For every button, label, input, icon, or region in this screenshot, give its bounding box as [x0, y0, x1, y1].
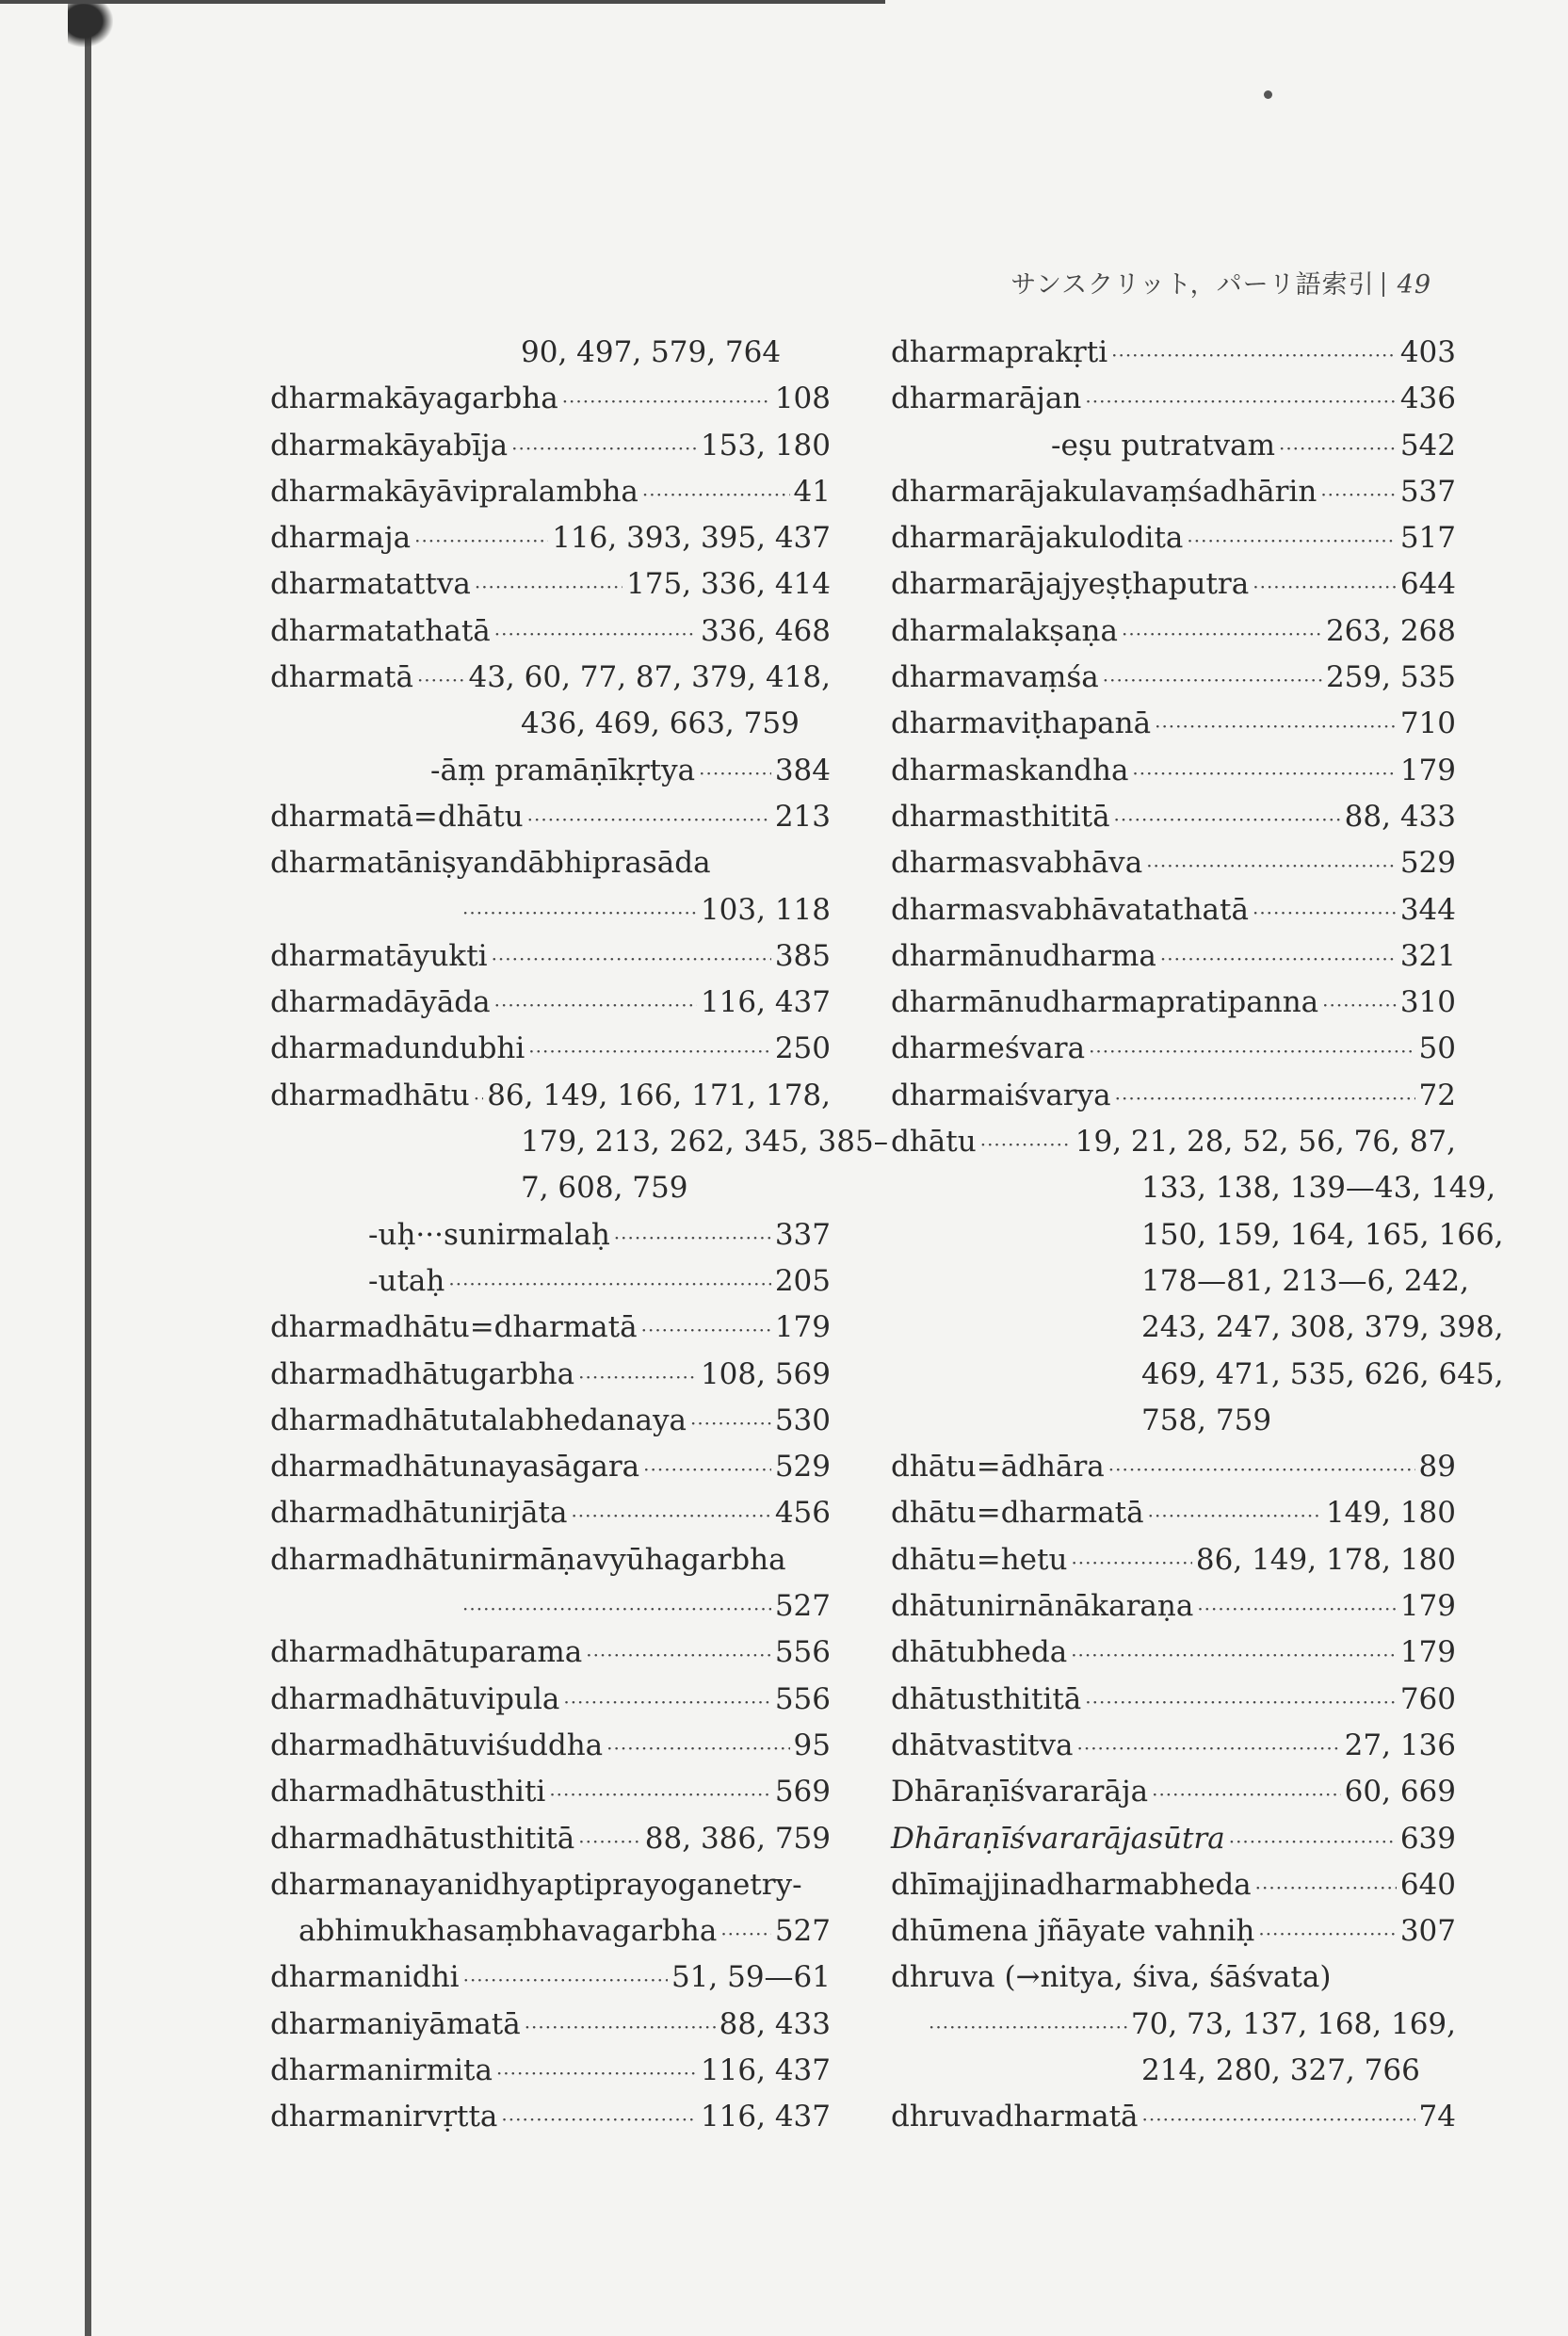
leader-dots: [417, 657, 465, 704]
index-term: dharmadāyāda: [270, 985, 491, 1020]
page-refs: 108, 569: [700, 1356, 831, 1391]
page-refs: 760: [1399, 1681, 1456, 1716]
index-entry-continuation: [891, 1165, 1496, 1211]
page-refs: 213: [774, 799, 831, 834]
index-term: dharmadhātuvipula: [270, 1681, 560, 1716]
index-term: dhruvadharmatā: [891, 2100, 1139, 2134]
leader-dots: [1111, 333, 1397, 379]
page-refs: 517: [1399, 521, 1456, 556]
page-refs: 469, 471, 535, 626, 645,: [1141, 1356, 1504, 1391]
index-entry: [270, 561, 831, 608]
page-refs: 263, 268: [1325, 613, 1456, 648]
leader-dots: [1279, 426, 1397, 472]
index-term: dharmarājakulavaṃśadhārin: [891, 474, 1317, 509]
leader-dots: [643, 1447, 771, 1493]
index-entry: [891, 1769, 1456, 1815]
top-scan-edge: [0, 0, 885, 4]
leader-dots: [699, 751, 771, 797]
page-refs: 116, 437: [700, 2100, 831, 2134]
index-term: dharmanidhi: [270, 1960, 460, 1995]
index-entry-page-line: [270, 887, 831, 933]
page-refs: 27, 136: [1344, 1728, 1456, 1762]
leader-dots: [562, 379, 771, 425]
page-refs: 88, 433: [719, 2006, 831, 2041]
leader-dots: [1085, 379, 1396, 425]
index-term: dharmanirvṛtta: [270, 2100, 498, 2134]
index-term: dharmānudharma: [891, 938, 1156, 973]
index-term: dhātusthititā: [891, 1681, 1082, 1716]
index-term: dhātu: [891, 1125, 977, 1160]
index-term: dharmaviṭhapanā: [891, 706, 1152, 741]
index-entry: [270, 1955, 831, 2001]
leader-dots: [494, 611, 697, 657]
index-term: dharmatattva: [270, 567, 471, 602]
index-column-right: [891, 330, 1504, 2141]
index-term: -utaḥ: [368, 1263, 445, 1298]
index-entry: [891, 1862, 1456, 1908]
index-entry: [891, 980, 1456, 1026]
index-term: dhātu=dharmatā: [891, 1496, 1144, 1531]
page-refs: 88, 386, 759: [644, 1821, 831, 1856]
index-entry: [270, 469, 831, 515]
page-refs: 116, 393, 395, 437: [552, 521, 831, 556]
scan-dot: [1264, 90, 1272, 99]
leader-dots: [1146, 843, 1397, 889]
index-entry-page-line: [270, 1583, 831, 1630]
page-refs: 70, 73, 137, 168, 169,: [1130, 2006, 1456, 2041]
index-term: dharmavaṃśa: [891, 660, 1099, 695]
page-refs: 529: [1399, 846, 1456, 881]
index-column-left: [270, 330, 889, 2141]
index-term: dharmaiśvarya: [891, 1078, 1111, 1112]
index-entry: [891, 655, 1456, 701]
index-entry-continuation: [270, 1165, 831, 1211]
page-refs: 179: [1399, 1589, 1456, 1624]
index-term: dhātubheda: [891, 1635, 1068, 1670]
index-term: -uḥ···sunirmalaḥ: [368, 1217, 610, 1252]
leader-dots: [1160, 936, 1397, 982]
index-term: dharmaniyāmatā: [270, 2006, 521, 2041]
page-refs: 116, 437: [700, 985, 831, 1020]
index-entry-continuation: [891, 1258, 1469, 1305]
index-entry: [270, 1816, 831, 1862]
leader-dots: [1071, 1540, 1191, 1586]
index-term: dhātvastitva: [891, 1728, 1074, 1762]
running-head-separator: [1382, 272, 1384, 297]
index-entry-continuation: [270, 330, 831, 376]
index-term: dharmadhātunirjāta: [270, 1496, 568, 1531]
page-refs: 150, 159, 164, 165, 166,: [1141, 1217, 1504, 1252]
index-entry: [270, 1026, 831, 1072]
leader-dots: [1197, 1586, 1397, 1632]
leader-dots: [1148, 1493, 1322, 1539]
leader-dots: [462, 890, 697, 936]
index-term: dharmaja: [270, 521, 412, 556]
index-entry: [270, 1537, 831, 1583]
index-term: dhūmena jñāyate vahniḥ: [891, 1914, 1255, 1949]
index-term: Dhāraṇīśvararājasūtra: [891, 1821, 1225, 1856]
index-term: dharmadhātusthiti: [270, 1775, 546, 1809]
index-entry-continuation: [891, 1212, 1504, 1258]
leader-dots: [527, 797, 771, 843]
index-term: dharmaprakṛti: [891, 335, 1108, 369]
index-term: dharmakāyagarbha: [270, 381, 558, 416]
leader-dots: [1155, 704, 1397, 750]
index-term: dharmadhātusthititā: [270, 1821, 575, 1856]
page-refs: 436, 469, 663, 759: [521, 706, 800, 741]
index-entry-continuation: [891, 1398, 1456, 1444]
index-entry: [270, 1723, 831, 1769]
leader-dots: [1085, 1679, 1397, 1726]
running-head: [979, 264, 1431, 300]
page-refs: 243, 247, 308, 379, 398,: [1141, 1310, 1504, 1345]
leader-dots: [1187, 518, 1396, 564]
leader-dots: [578, 1355, 697, 1401]
page-refs: 344: [1399, 892, 1456, 927]
index-entry: [891, 376, 1456, 422]
leader-dots: [511, 426, 697, 472]
index-entry-continuation: [891, 2048, 1456, 2094]
page-refs: 556: [774, 1681, 831, 1716]
page-refs: 108: [774, 381, 831, 416]
page-refs: 90, 497, 579, 764: [521, 335, 782, 369]
page-refs: 640: [1399, 1867, 1456, 1902]
index-term: dhātu=ādhāra: [891, 1450, 1105, 1484]
index-entry-continuation: [270, 1119, 889, 1165]
leader-dots: [614, 1215, 771, 1261]
index-term: dharmatāniṣyandābhiprasāda: [270, 846, 711, 881]
index-term: dharmaskandha: [891, 753, 1129, 787]
page-refs: 384: [774, 753, 831, 787]
leader-dots: [980, 1122, 1072, 1168]
leader-dots: [720, 1911, 771, 1957]
index-entry: [891, 887, 1456, 933]
leader-dots: [1076, 1726, 1340, 1772]
index-entry: [270, 840, 831, 886]
index-term: dharmasvabhāvatathatā: [891, 892, 1249, 927]
page-refs: 60, 669: [1344, 1775, 1456, 1809]
leader-dots: [1142, 2097, 1415, 2143]
index-entry: [891, 1073, 1456, 1119]
leader-dots: [606, 1726, 789, 1772]
index-term: dharmadhātutalabhedanaya: [270, 1403, 687, 1437]
page-refs: 214, 280, 327, 766: [1141, 2052, 1420, 2087]
index-entry: [891, 1955, 1456, 2001]
leader-dots: [1122, 611, 1322, 657]
page-refs: 758, 759: [1141, 1403, 1272, 1437]
index-term: dharmadhātuparama: [270, 1635, 583, 1670]
leader-dots: [463, 1957, 668, 2003]
page-refs: 436: [1399, 381, 1456, 416]
index-entry: [891, 1583, 1456, 1630]
index-term: dharmakāyabīja: [270, 428, 509, 462]
leader-dots: [1255, 1865, 1397, 1911]
index-entry-continuation: [891, 1352, 1504, 1398]
leader-dots: [1152, 1772, 1341, 1818]
leader-dots: [549, 1772, 771, 1818]
leader-dots: [475, 564, 622, 610]
index-entry: [270, 1258, 831, 1305]
page-refs: 43, 60, 77, 87, 379, 418,: [468, 660, 831, 695]
index-entry: [891, 608, 1456, 655]
leader-dots: [929, 2004, 1127, 2051]
index-entry: [891, 515, 1456, 561]
leader-dots: [1071, 1632, 1397, 1679]
page-refs: 527: [774, 1914, 831, 1949]
page-refs: 86, 149, 166, 171, 178,: [487, 1078, 831, 1112]
page-refs: 153, 180: [700, 428, 831, 462]
leader-dots: [1322, 982, 1397, 1029]
index-entry: [270, 1862, 831, 1908]
index-entry: [270, 1444, 831, 1490]
index-entry: [891, 1630, 1456, 1676]
page-refs: 259, 535: [1325, 660, 1456, 695]
page-refs: 7, 608, 759: [521, 1171, 688, 1206]
page-refs: 644: [1399, 567, 1456, 602]
index-entry: [270, 1305, 831, 1351]
index-term: dhātu=hetu: [891, 1542, 1068, 1577]
page-refs: 205: [774, 1263, 831, 1298]
index-entry: [270, 2094, 831, 2140]
index-entry: [891, 794, 1456, 840]
index-entry: [270, 608, 831, 655]
index-entry: [891, 1816, 1456, 1862]
leader-dots: [690, 1401, 771, 1447]
page-refs: 179: [1399, 1635, 1456, 1670]
page-refs: 310: [1399, 985, 1456, 1020]
page-refs: 403: [1399, 335, 1456, 369]
page-refs: 86, 149, 178, 180: [1195, 1542, 1456, 1577]
index-term: dharmatāyukti: [270, 938, 488, 973]
index-term: -āṃ pramāṇīkṛtya: [430, 753, 696, 787]
leader-dots: [1229, 1819, 1397, 1865]
index-entry: [891, 1723, 1456, 1769]
index-term: dharmarājajyeṣṭhaputra: [891, 567, 1250, 602]
page-refs: 50: [1418, 1031, 1456, 1066]
page-refs: 529: [774, 1450, 831, 1484]
leader-dots: [571, 1493, 770, 1539]
index-term: dharmarājakulodita: [891, 521, 1184, 556]
index-entry: [270, 515, 831, 561]
index-term: dhātunirnānākaraṇa: [891, 1589, 1194, 1624]
index-entry: [891, 561, 1456, 608]
index-entry: [891, 1026, 1456, 1072]
page-refs: 456: [774, 1496, 831, 1531]
leader-dots: [528, 1029, 771, 1075]
running-head-title: サンスクリット，パーリ語索引: [1010, 270, 1375, 300]
leader-dots: [1089, 1029, 1414, 1075]
index-term: dhīmajjinadharmabheda: [891, 1867, 1252, 1902]
page-refs: 179: [1399, 753, 1456, 787]
index-entry: [270, 1073, 831, 1119]
page-refs: 88, 433: [1344, 799, 1456, 834]
index-entry: [891, 1677, 1456, 1723]
page-refs: 321: [1399, 938, 1456, 973]
page-refs: 175, 336, 414: [626, 567, 831, 602]
index-term: -eṣu putratvam: [1051, 428, 1275, 462]
page-refs: 116, 437: [700, 2052, 831, 2087]
index-entry: [891, 701, 1456, 747]
index-entry: [891, 1119, 1456, 1165]
index-entry: [891, 423, 1456, 469]
index-entry: [891, 933, 1456, 980]
index-entry: [270, 376, 831, 422]
index-term: dharmasthititā: [891, 799, 1110, 834]
page-refs: 178—81, 213—6, 242,: [1141, 1263, 1469, 1298]
leader-dots: [1320, 472, 1397, 518]
index-term: dharmakāyāvipralambha: [270, 474, 639, 509]
index-term: dharmeśvara: [891, 1031, 1086, 1066]
index-entry: [270, 1490, 831, 1536]
leader-dots: [1253, 890, 1397, 936]
page-refs: 89: [1418, 1450, 1456, 1484]
leader-dots: [448, 1261, 770, 1307]
page-refs: 569: [774, 1775, 831, 1809]
index-entry: [270, 1630, 831, 1676]
index-entry-page-line: [891, 2002, 1456, 2048]
index-entry: [270, 423, 831, 469]
index-term: dharmatā=dhātu: [270, 799, 524, 834]
page-refs: 133, 138, 139—43, 149,: [1141, 1171, 1496, 1206]
leader-dots: [492, 936, 771, 982]
index-entry: [891, 1490, 1456, 1536]
leader-dots: [1258, 1911, 1396, 1957]
index-entry: [270, 1352, 831, 1398]
leader-dots: [496, 2051, 697, 2097]
index-term: dharmatā: [270, 660, 413, 695]
page-refs: 41: [793, 474, 831, 509]
leader-dots: [1114, 797, 1341, 843]
page-refs: 556: [774, 1635, 831, 1670]
index-term: dharmasvabhāva: [891, 846, 1143, 881]
leader-dots: [641, 1307, 771, 1354]
index-entry: [270, 655, 831, 701]
index-entry: [270, 2002, 831, 2048]
page-refs: 250: [774, 1031, 831, 1066]
leader-dots: [474, 1076, 483, 1122]
index-entry: [891, 1908, 1456, 1955]
index-entry: [270, 1908, 831, 1955]
index-entry: [891, 2094, 1456, 2140]
index-term: dharmadhātunayasāgara: [270, 1450, 640, 1484]
index-entry-continuation: [270, 701, 831, 747]
index-term: dharmalakṣaṇa: [891, 613, 1119, 648]
leader-dots: [578, 1819, 641, 1865]
page-refs: 95: [793, 1728, 831, 1762]
page-refs: 307: [1399, 1914, 1456, 1949]
page-refs: 537: [1399, 474, 1456, 509]
leader-dots: [1132, 751, 1396, 797]
index-term: Dhāraṇīśvararāja: [891, 1775, 1149, 1809]
index-entry: [891, 1537, 1456, 1583]
index-entry: [891, 840, 1456, 886]
leader-dots: [462, 1586, 771, 1632]
index-term: dharmanayanidhyaptiprayoganetry-: [270, 1867, 802, 1902]
index-entry: [270, 1212, 831, 1258]
index-term: dharmanirmita: [270, 2052, 493, 2087]
binding-edge: [85, 11, 91, 2336]
page-refs: 385: [774, 938, 831, 973]
scan-corner-mark: [68, 4, 113, 47]
index-term: dharmadhātu=dharmatā: [270, 1310, 638, 1345]
page-refs: 74: [1418, 2100, 1456, 2134]
page-refs: 337: [774, 1217, 831, 1252]
index-term: dharmadhātu: [270, 1078, 470, 1112]
page-refs: 336, 468: [700, 613, 831, 648]
leader-dots: [1115, 1076, 1415, 1122]
leader-dots: [525, 2004, 716, 2051]
page-refs: 179: [774, 1310, 831, 1345]
leader-dots: [1253, 564, 1397, 610]
page-refs: 179, 213, 262, 345, 385–: [521, 1125, 889, 1160]
index-term: dharmānudharmapratipanna: [891, 985, 1319, 1020]
index-entry-continuation: [891, 1305, 1504, 1351]
page-refs: 542: [1399, 428, 1456, 462]
index-entry: [891, 748, 1456, 794]
index-term: dharmadhātugarbha: [270, 1356, 575, 1391]
leader-dots: [494, 982, 697, 1029]
page-refs: 72: [1418, 1078, 1456, 1112]
page-number: 49: [1397, 270, 1431, 300]
index-entry: [270, 980, 831, 1026]
index-entry: [270, 1398, 831, 1444]
leader-dots: [642, 472, 790, 518]
index-entry: [270, 2048, 831, 2094]
index-term: dharmarājan: [891, 381, 1082, 416]
page-refs: 103, 118: [700, 892, 831, 927]
index-term: dharmadundubhi: [270, 1031, 525, 1066]
index-entry: [270, 748, 831, 794]
index-term: dhruva (→nitya, śiva, śāśvata): [891, 1960, 1332, 1995]
leader-dots: [1103, 657, 1322, 704]
index-term: dharmadhātunirmāṇavyūhagarbha: [270, 1542, 786, 1577]
index-entry: [891, 469, 1456, 515]
index-entry: [891, 330, 1456, 376]
page-refs: 530: [774, 1403, 831, 1437]
leader-dots: [414, 518, 548, 564]
index-entry: [270, 1677, 831, 1723]
page-refs: 710: [1399, 706, 1456, 741]
index-term: dharmadhātuviśuddha: [270, 1728, 604, 1762]
index-entry: [270, 794, 831, 840]
page-refs: 639: [1399, 1821, 1456, 1856]
index-term: abhimukhasaṃbhavagarbha: [299, 1914, 718, 1949]
leader-dots: [586, 1632, 771, 1679]
page-refs: 527: [774, 1589, 831, 1624]
page-refs: 51, 59—61: [671, 1960, 831, 1995]
leader-dots: [1108, 1447, 1415, 1493]
leader-dots: [501, 2097, 697, 2143]
index-entry: [891, 1444, 1456, 1490]
leader-dots: [563, 1679, 770, 1726]
page-refs: 149, 180: [1325, 1496, 1456, 1531]
index-entry: [270, 933, 831, 980]
page-refs: 19, 21, 28, 52, 56, 76, 87,: [1075, 1125, 1456, 1160]
index-entry: [270, 1769, 831, 1815]
index-term: dharmatathatā: [270, 613, 491, 648]
